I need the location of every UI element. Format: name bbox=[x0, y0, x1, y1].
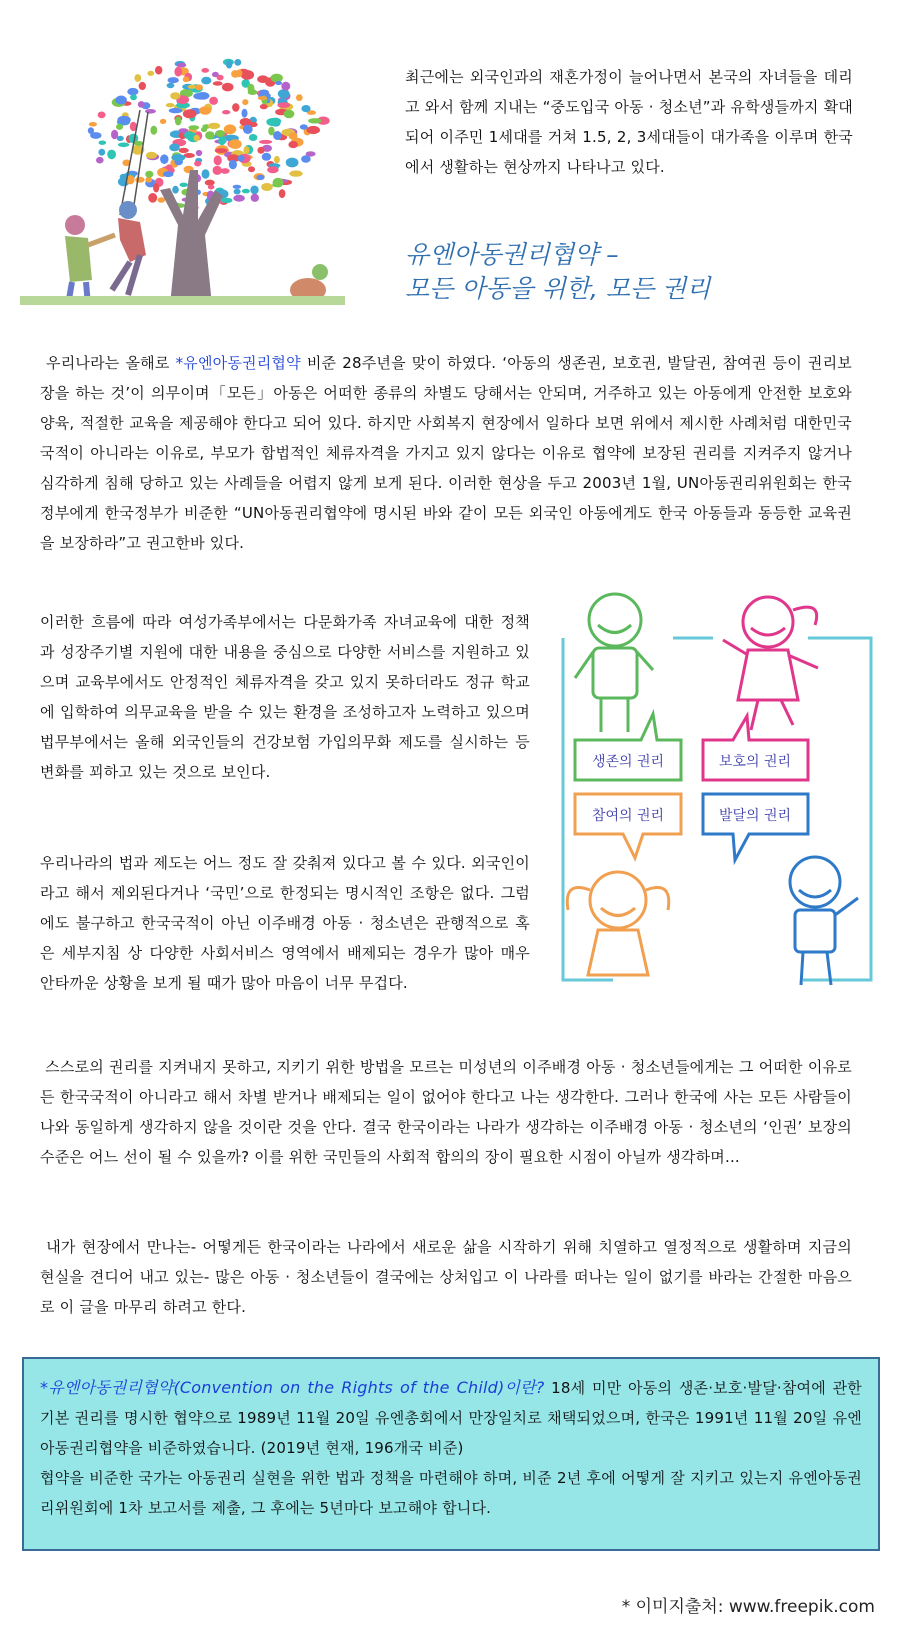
tree-leaf bbox=[267, 166, 278, 173]
tree-leaf bbox=[278, 89, 290, 98]
tree-leaf bbox=[99, 141, 107, 145]
tree-leaf bbox=[224, 124, 237, 134]
children-rights-illustration bbox=[553, 590, 883, 1010]
tree-leaf bbox=[260, 104, 268, 109]
right-protection: 보호의 권리 bbox=[718, 754, 792, 770]
orange-girl-figure bbox=[567, 872, 669, 975]
tree-leaf bbox=[257, 147, 264, 154]
tree-leaf bbox=[167, 83, 175, 88]
tree-leaf bbox=[202, 169, 210, 178]
tree-leaf bbox=[241, 70, 254, 80]
tree-leaf bbox=[169, 144, 180, 152]
tree-leaf bbox=[139, 82, 146, 90]
tree-leaf bbox=[134, 74, 141, 82]
tree-leaf bbox=[248, 166, 255, 172]
tree-leaf bbox=[183, 77, 190, 83]
paragraph-5 bbox=[40, 1232, 852, 1322]
tree-leaf bbox=[218, 137, 225, 146]
tree-leaf bbox=[163, 171, 174, 177]
tree-leaf bbox=[155, 66, 162, 75]
tree-leaf bbox=[166, 103, 175, 107]
tree-leaf bbox=[270, 118, 282, 125]
tree-leaf bbox=[199, 106, 211, 115]
tree-leaf bbox=[268, 127, 274, 136]
section-subtitle bbox=[405, 238, 865, 306]
tree-leaf bbox=[115, 96, 127, 105]
tree-leaf bbox=[169, 108, 183, 113]
tree-leaf bbox=[201, 77, 211, 85]
tree-leaf bbox=[205, 131, 215, 139]
tree-leaf bbox=[274, 156, 280, 163]
info-box-line-1: 18세 미만 아동의 생존·보호·발달·참여에 관한 기본 권리를 명시한 협약으로 1989년 11월 20일 유엔총회에서 만장일치로 채택되었으며, 한국은 1991년 11월 20일 유엔아동권리협약을 비준하였습니다. (2019년 현재, 196개국 비준) bbox=[40, 1379, 862, 1457]
tree-leaf bbox=[234, 189, 241, 195]
tree-leaf bbox=[262, 153, 271, 161]
tree-leaf bbox=[213, 81, 223, 85]
tree-leaf bbox=[236, 69, 242, 77]
tree-leaf bbox=[180, 183, 188, 187]
tree-leaf bbox=[226, 60, 233, 69]
tree-leaf bbox=[188, 85, 196, 89]
tree-leaf bbox=[134, 141, 143, 146]
tree-leaf bbox=[205, 180, 215, 186]
tree-leaf bbox=[248, 84, 255, 93]
bubble-development bbox=[703, 794, 808, 860]
tree-leaf bbox=[158, 197, 166, 203]
tree-leaf bbox=[160, 119, 166, 124]
tree-leaf bbox=[170, 92, 180, 99]
bubble-protection bbox=[703, 716, 808, 780]
swing-child-figure bbox=[112, 201, 146, 295]
tree-leaf bbox=[107, 150, 116, 160]
crc-highlight: *유엔아동권리협약 bbox=[175, 354, 301, 372]
tree-leaf bbox=[300, 124, 308, 129]
tree-leaf bbox=[201, 68, 209, 73]
tree-leaf bbox=[168, 77, 179, 83]
tree-leaf bbox=[221, 198, 233, 203]
tree-leaf bbox=[117, 116, 130, 124]
tree-leaf bbox=[308, 118, 321, 123]
bubble-participation bbox=[575, 794, 681, 858]
tree-leaf bbox=[160, 154, 168, 164]
tree-leaf bbox=[145, 171, 153, 178]
paragraph-4 bbox=[40, 1052, 852, 1172]
tree-leaf bbox=[258, 96, 267, 100]
intro-paragraph: 최근에는 외국인과의 재혼가정이 늘어나면서 본국의 자녀들을 데리고 와서 함께 지내는 “중도입국 아동 · 청소년”과 유학생들까지 확대되어 이주민 1세대를 거쳐 1.5, 2, 3세대들이 대가족을 이루며 한국에서 생활하는 현상까지 나타나고 있다. bbox=[405, 68, 853, 176]
tree-leaf bbox=[284, 110, 295, 119]
tree-leaf bbox=[195, 84, 203, 90]
tree-leaf bbox=[209, 97, 218, 105]
tree-leaf bbox=[138, 101, 145, 108]
info-box-text bbox=[40, 1373, 862, 1463]
tree-leaf bbox=[177, 63, 187, 68]
tree-leaf bbox=[148, 193, 157, 203]
tree-leaf bbox=[196, 150, 202, 156]
tree-leaf bbox=[150, 126, 157, 135]
tree-leaf bbox=[174, 67, 182, 77]
mosaic-tree-swing-illustration bbox=[20, 50, 345, 305]
paragraph-1 bbox=[40, 348, 852, 558]
tree-leaf bbox=[232, 103, 239, 112]
tree-leaf bbox=[289, 170, 302, 176]
tree-leaf bbox=[88, 127, 94, 134]
crc-info-box bbox=[22, 1357, 880, 1551]
subtitle-line-1: 유엔아동권리협약 – bbox=[405, 240, 619, 269]
tree-leaf bbox=[307, 126, 320, 134]
paragraph-1-lead: 우리나라는 올해로 bbox=[46, 354, 176, 372]
info-box-line-2: 협약을 비준한 국가는 아동권리 실현을 위한 법과 정책을 마련해야 하며, 비준 2년 후에 어떻게 잘 지키고 있는지 유엔아동권리위원회에 1차 보고서를 제출, 그 후에는 5년마다 보고해야 합니다. bbox=[40, 1469, 862, 1517]
tree-leaf bbox=[238, 155, 245, 162]
tree-leaf bbox=[116, 124, 123, 130]
pushing-child-figure bbox=[65, 215, 115, 305]
tree-leaf bbox=[171, 154, 185, 161]
tree-leaf bbox=[243, 125, 253, 134]
right-survival: 생존의 권리 bbox=[591, 754, 665, 770]
tree-leaf bbox=[242, 109, 248, 118]
tree-leaf bbox=[277, 102, 290, 108]
tree-leaf bbox=[272, 183, 281, 187]
tree-leaf bbox=[243, 146, 249, 154]
tree-leaf bbox=[242, 99, 248, 105]
tree-leaf bbox=[130, 94, 137, 100]
paragraph-3: 우리나라의 법과 제도는 어느 정도 잘 갖춰져 있다고 볼 수 있다. 외국인이라고 해서 제외된다거나 ‘국민’으로 한정되는 명시적인 조항은 없다. 그럼에도 불구하고 한국국적이 아닌 이주배경 아동 · 청소년은 관행적으로 혹은 세부지침 상 다양한 사회서비스 영역에서 배제되는 경우가 많아 매우 안타까운 상황을 보게 될 때가 많아 마음이 너무 무겁다. bbox=[40, 854, 530, 992]
tree-leaf bbox=[306, 151, 316, 156]
tree-leaf bbox=[98, 112, 106, 119]
tree-leaf bbox=[96, 157, 104, 164]
tree-leaf bbox=[215, 148, 228, 153]
tree-leaf bbox=[275, 81, 282, 85]
tree-leaf bbox=[193, 93, 207, 100]
tree-leaf bbox=[208, 185, 215, 190]
tree-leaf bbox=[259, 90, 269, 95]
tree-leaf bbox=[229, 139, 242, 149]
paragraph-2: 이러한 흐름에 따라 여성가족부에서는 다문화가족 자녀교육에 대한 정책과 성장주기별 지원에 대한 내용을 중심으로 다양한 서비스를 지원하고 있으며 교육부에서도 안정적인 체류자격을 갖고 있지 못하더라도 정규 학교에 입학하여 의무교육을 받을 수 있는 환경을 조성하고자 노력하고 있으며 법무부에서는 올해 외국인들의 건강보험 가입의무화 제도를 실시하는 등 변화를 꾀하고 있는 것으로 보인다. bbox=[40, 613, 530, 781]
tree-leaf bbox=[220, 168, 229, 174]
tree-leaf bbox=[222, 110, 230, 114]
tree-leaf bbox=[296, 94, 303, 101]
tree-leaf bbox=[222, 83, 234, 92]
info-box-title: *유엔아동권리협약(Convention on the Rights of the Child)이란? bbox=[40, 1378, 545, 1397]
tree-leaf bbox=[261, 183, 273, 191]
tree-leaf bbox=[251, 194, 259, 202]
tree-leaf bbox=[89, 122, 97, 127]
image-credit: * 이미지출처: www.freepik.com bbox=[621, 1597, 875, 1617]
tree-leaf bbox=[201, 127, 207, 132]
paragraph-1-rest: 비준 28주년을 맞이 하였다. ‘아동의 생존권, 보호권, 발달권, 참여권 등이 권리보장을 하는 것’이 의무이며「모든」아동은 어떠한 종류의 차별도 당해서는 안되며, 거주하고 있는 아동에게 안전한 보호와 양육, 적절한 교육을 제공해야 한다고 되어 있다. 하지만 사회복지 현장에서 일하다 보면 위에서 제시한 사례처럼 대한민국 국적이 아니라는 이유로, 부모가 합법적인 체류자격을 가지고 있지 않다는 이유로 협약에 보장된 권리를 지켜주지 않거나 심각하게 침해 당하고 있는 사례들을 어렵지 않게 보게 된다. 이러한 현상을 두고 2003년 1월, UN아동권리위원회는 한국정부에게 한국정부가 비준한 “UN아동권리협약에 명시된 바와 같이 모든 외국인 아동에게도 한국 아동들과 동등한 교육권을 보장하라”고 권고한바 있다. bbox=[40, 354, 852, 552]
tree-leaf bbox=[259, 140, 272, 144]
tree-leaf bbox=[127, 88, 138, 95]
subtitle-line-2: 모든 아동을 위한, 모든 권리 bbox=[405, 274, 711, 303]
tree-leaf bbox=[281, 82, 290, 91]
tree-leaf bbox=[98, 149, 105, 156]
tree-leaf bbox=[257, 75, 268, 83]
tree-leaf bbox=[216, 130, 225, 137]
tree-leaf bbox=[242, 189, 250, 194]
tree-leaf bbox=[301, 105, 310, 112]
tree-leaf bbox=[233, 195, 244, 202]
tree-leaf bbox=[194, 135, 200, 142]
tree-leaf bbox=[214, 155, 222, 165]
tree-leaf bbox=[179, 148, 189, 153]
right-development: 발달의 권리 bbox=[718, 808, 792, 824]
tree-leaf bbox=[153, 183, 159, 192]
tree-leaf bbox=[111, 130, 118, 139]
tree-leaf bbox=[183, 109, 197, 118]
tree-leaf bbox=[250, 186, 258, 195]
green-boy-figure bbox=[575, 594, 653, 732]
tree-leaf bbox=[289, 132, 298, 139]
tree-leaf bbox=[146, 152, 157, 159]
tree-leaf bbox=[286, 158, 299, 168]
tree-leaf bbox=[271, 74, 283, 83]
tree-leaf bbox=[147, 71, 154, 76]
tree-leaf bbox=[256, 175, 264, 180]
tree-leaf bbox=[135, 177, 144, 183]
tree-leaf bbox=[234, 59, 241, 66]
paragraph-5-text: 내가 현장에서 만나는- 어떻게든 한국이라는 나라에서 새로운 삶을 시작하기 위해 치열하고 열정적으로 생활하며 지금의 현실을 견디어 내고 있는- 많은 아동 · 청소년들이 결국에는 상처입고 이 나라를 떠나는 일이 없기를 바라는 간절한 마음으로 이 글을 마무리 하려고 한다. bbox=[40, 1238, 852, 1316]
tree-leaf bbox=[118, 143, 129, 148]
tree-leaf bbox=[145, 109, 156, 114]
tree-leaf bbox=[217, 75, 224, 81]
right-participation: 참여의 권리 bbox=[591, 808, 665, 824]
paragraph-4-text: 스스로의 권리를 지켜내지 못하고, 지키기 위한 방법을 모르는 미성년의 이주배경 아동 · 청소년들에게는 그 어떠한 이유로든 한국국적이 아니라고 해서 차별 받거나 배제되는 일이 없어야 한다고 나는 생각한다. 그러나 한국에 사는 모든 사람들이 나와 동일하게 생각하지 않을 것이란 것을 안다. 결국 한국이라는 나라가 생각하는 이주배경 아동 · 청소년의 ‘인권’ 보장의 수준은 어느 선이 될 수 있을까? 이를 위한 국민들의 사회적 합의의 장이 필요한 시점이 아닐까 생각하며... bbox=[40, 1058, 852, 1166]
tree-leaf bbox=[233, 185, 242, 189]
tree-leaf bbox=[249, 134, 258, 141]
tree-leaf bbox=[208, 123, 220, 129]
pink-girl-figure bbox=[723, 597, 818, 730]
tree-leaf bbox=[194, 161, 201, 167]
tree-leaf bbox=[279, 189, 286, 198]
tree-leaf bbox=[288, 141, 298, 148]
tree-leaf bbox=[229, 160, 237, 170]
tree-leaf bbox=[188, 125, 199, 130]
tree-leaf bbox=[172, 186, 179, 194]
tree-leaf bbox=[175, 116, 182, 125]
blue-boy-figure bbox=[790, 857, 858, 985]
